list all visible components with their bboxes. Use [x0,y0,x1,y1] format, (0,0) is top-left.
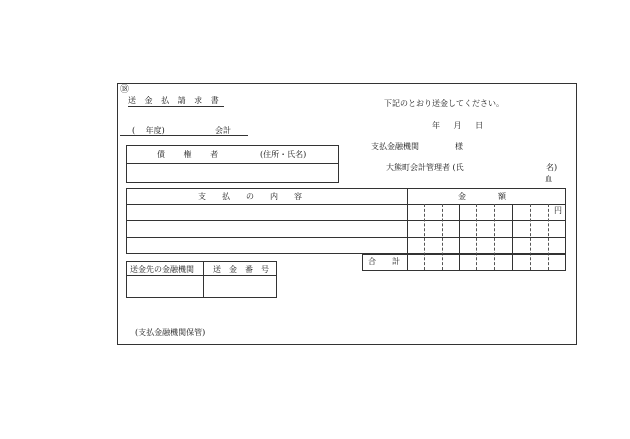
yen-unit: 円 [554,206,562,215]
treasurer-name-close: 名) [546,163,558,172]
table-row-divider [126,220,566,221]
table-row-divider [126,237,566,238]
footer-note: (支払金融機関保管) [135,328,206,337]
creditor-input[interactable] [128,166,336,180]
dest-bank-header: 送金先の金融機関 [130,265,194,274]
payment-content-header: 支 払 の 内 容 [198,192,302,201]
form-title: 送 金 払 請 求 書 [128,97,224,107]
treasurer-label: 大熊町会計管理者 (氏 [386,163,464,172]
remittance-column-divider [203,261,204,298]
remittance-divider [126,275,277,276]
form-mark: ⑱ [120,85,130,95]
fiscal-year-underline [120,135,248,136]
total-label: 合 計 [368,257,400,266]
fiscal-year: ( 年度) [132,126,165,135]
date-field[interactable]: 年 月 日 [432,121,485,130]
honorific: 様 [455,142,463,151]
payer-bank-label: 支払金融機関 [371,142,419,151]
amount-header: 金 額 [458,192,506,201]
account-label: 会計 [215,126,231,135]
seal-mark: ⾎ [545,175,552,183]
creditor-note: (住所・氏名) [260,150,307,159]
creditor-divider [126,163,339,164]
creditor-label: 債 権 者 [157,150,219,159]
remit-no-header: 送 金 番 号 [213,265,269,274]
request-text: 下記のとおり送金してください。 [384,99,504,108]
table-header-divider [126,204,566,205]
